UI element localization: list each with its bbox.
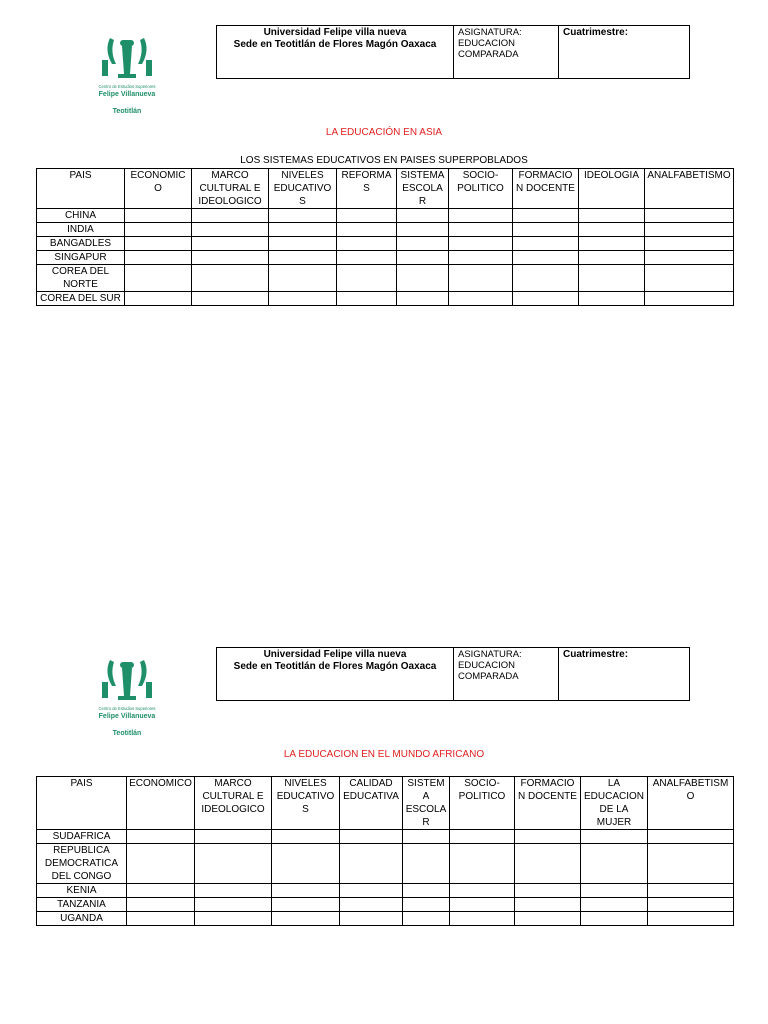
empty-cell[interactable] [579,292,645,306]
logo-line3: Teotitlán [112,730,142,737]
column-header: FORMACIO N DOCENTE [513,169,579,209]
column-header: MARCO CULTURAL E IDEOLOGICO [195,777,272,830]
empty-cell[interactable] [450,830,515,844]
country-cell: SUDAFRICA [37,830,127,844]
section-title-africa: LA EDUCACION EN EL MUNDO AFRICANO [283,749,485,760]
empty-cell[interactable] [449,265,513,292]
table-row [37,265,734,292]
column-header: CALIDAD EDUCATIVA [340,777,403,830]
empty-cell[interactable] [515,844,581,884]
empty-cell[interactable] [269,251,337,265]
empty-cell[interactable] [337,223,397,237]
empty-cell[interactable] [337,251,397,265]
empty-cell[interactable] [125,292,192,306]
empty-cell[interactable] [515,830,581,844]
column-header: PAIS [37,169,125,209]
logo-line2: Felipe Villanueva [98,91,156,98]
empty-cell[interactable] [645,251,734,265]
empty-cell[interactable] [272,844,340,884]
empty-cell[interactable] [513,223,579,237]
column-header: NIVELES EDUCATIVO S [269,169,337,209]
header-subject-cell [454,648,559,700]
empty-cell[interactable] [581,884,648,898]
country-cell: CHINA [37,209,125,223]
country-cell: KENIA [37,884,127,898]
empty-cell[interactable] [125,251,192,265]
asia-table [36,168,734,306]
empty-cell[interactable] [403,830,450,844]
table-row [37,884,734,898]
empty-cell[interactable] [340,844,403,884]
empty-cell[interactable] [127,884,195,898]
empty-cell[interactable] [269,209,337,223]
empty-cell[interactable] [272,884,340,898]
empty-cell[interactable] [450,912,515,926]
empty-cell[interactable] [403,898,450,912]
empty-cell[interactable] [579,237,645,251]
institution-logo [82,652,172,742]
empty-cell[interactable] [340,912,403,926]
empty-cell[interactable] [125,237,192,251]
column-header: ANALFABETISMO [645,169,734,209]
column-header: SISTEMA ESCOLAR [403,777,450,830]
empty-cell[interactable] [269,237,337,251]
subject-value: EDUCACION COMPARADA [458,660,519,682]
empty-cell[interactable] [337,237,397,251]
empty-cell[interactable] [127,830,195,844]
table-header-row [37,169,734,209]
empty-cell[interactable] [195,884,272,898]
column-header: REFORMAS [337,169,397,209]
column-header: SOCIO-POLITICO [449,169,513,209]
empty-cell[interactable] [269,292,337,306]
empty-cell[interactable] [513,209,579,223]
empty-cell[interactable] [340,884,403,898]
empty-cell[interactable] [581,912,648,926]
empty-cell[interactable] [272,898,340,912]
empty-cell[interactable] [127,912,195,926]
empty-cell[interactable] [192,223,269,237]
empty-cell[interactable] [645,223,734,237]
section-subtitle-asia: LOS SISTEMAS EDUCATIVOS EN PAISES SUPERPOBLADOS [240,155,528,166]
empty-cell[interactable] [192,292,269,306]
subject-label: ASIGNATURA: [458,27,522,38]
empty-cell[interactable] [340,830,403,844]
institution-logo [82,30,172,120]
country-cell: REPUBLICA DEMOCRATICA DEL CONGO [37,844,127,884]
logo-line1: Centro de Estudios Superiores [98,706,156,711]
empty-cell[interactable] [513,292,579,306]
empty-cell[interactable] [515,884,581,898]
campus-name: Sede en Teotitlán de Flores Magón Oaxaca [233,39,437,50]
empty-cell[interactable] [125,209,192,223]
empty-cell[interactable] [192,209,269,223]
empty-cell[interactable] [397,237,449,251]
empty-cell[interactable] [269,265,337,292]
empty-cell[interactable] [450,898,515,912]
country-cell: TANZANIA [37,898,127,912]
empty-cell[interactable] [513,251,579,265]
column-header: ECONOMICO [125,169,192,209]
empty-cell[interactable] [449,237,513,251]
empty-cell[interactable] [450,884,515,898]
header-box [216,647,690,701]
country-cell: COREA DEL NORTE [37,265,125,292]
empty-cell[interactable] [515,898,581,912]
table-row [37,898,734,912]
table-row [37,830,734,844]
empty-cell[interactable] [397,292,449,306]
empty-cell[interactable] [125,265,192,292]
country-cell: SINGAPUR [37,251,125,265]
empty-cell[interactable] [397,265,449,292]
empty-cell[interactable] [648,830,734,844]
empty-cell[interactable] [337,265,397,292]
empty-cell[interactable] [195,898,272,912]
empty-cell[interactable] [192,251,269,265]
empty-cell[interactable] [397,209,449,223]
empty-cell[interactable] [272,830,340,844]
column-header: FORMACIO N DOCENTE [515,777,581,830]
empty-cell[interactable] [192,237,269,251]
subject-label: ASIGNATURA: [458,649,522,660]
empty-cell[interactable] [579,265,645,292]
empty-cell[interactable] [645,292,734,306]
empty-cell[interactable] [579,209,645,223]
country-cell: COREA DEL SUR [37,292,125,306]
logo-line1: Centro de Estudios Superiores [98,84,156,89]
column-header: SISTEMA ESCOLAR [397,169,449,209]
empty-cell[interactable] [648,912,734,926]
empty-cell[interactable] [449,209,513,223]
column-header: NIVELES EDUCATIVO S [272,777,340,830]
table-row [37,209,734,223]
empty-cell[interactable] [645,237,734,251]
term-label: Cuatrimestre: [563,649,629,660]
empty-cell[interactable] [648,844,734,884]
column-header: PAIS [37,777,127,830]
empty-cell[interactable] [515,912,581,926]
empty-cell[interactable] [127,844,195,884]
table-row [37,251,734,265]
empty-cell[interactable] [337,292,397,306]
country-cell: UGANDA [37,912,127,926]
empty-cell[interactable] [127,898,195,912]
empty-cell[interactable] [581,830,648,844]
header-university-cell [217,648,454,700]
campus-name: Sede en Teotitlán de Flores Magón Oaxaca [233,661,437,672]
empty-cell[interactable] [513,265,579,292]
empty-cell[interactable] [403,844,450,884]
empty-cell[interactable] [579,251,645,265]
empty-cell[interactable] [195,844,272,884]
section-title-asia: LA EDUCACIÓN EN ASIA [325,127,443,138]
empty-cell[interactable] [397,251,449,265]
empty-cell[interactable] [397,223,449,237]
university-name: Universidad Felipe villa nueva [263,27,407,38]
empty-cell[interactable] [403,884,450,898]
empty-cell[interactable] [581,844,648,884]
empty-cell[interactable] [513,237,579,251]
subject-value: EDUCACION COMPARADA [458,38,519,60]
empty-cell[interactable] [450,844,515,884]
header-subject-cell [454,26,559,78]
africa-table [36,776,734,926]
empty-cell[interactable] [195,912,272,926]
empty-cell[interactable] [269,223,337,237]
column-header: ANALFABETISMO [648,777,734,830]
empty-cell[interactable] [648,884,734,898]
country-cell: INDIA [37,223,125,237]
table-row [37,223,734,237]
country-cell: BANGADLES [37,237,125,251]
header-university-cell [217,26,454,78]
table-row [37,844,734,884]
column-header: MARCO CULTURAL E IDEOLOGICO [192,169,269,209]
empty-cell[interactable] [648,898,734,912]
table-header-row [37,777,734,830]
term-label: Cuatrimestre: [563,27,629,38]
logo-line2: Felipe Villanueva [98,713,156,720]
logo-line3: Teotitlán [112,108,142,115]
empty-cell[interactable] [340,898,403,912]
column-header: ECONOMICO [127,777,195,830]
empty-cell[interactable] [645,265,734,292]
empty-cell[interactable] [449,292,513,306]
empty-cell[interactable] [449,223,513,237]
empty-cell[interactable] [579,223,645,237]
university-name: Universidad Felipe villa nueva [263,649,407,660]
empty-cell[interactable] [403,912,450,926]
header-box [216,25,690,79]
empty-cell[interactable] [195,830,272,844]
empty-cell[interactable] [192,265,269,292]
empty-cell[interactable] [645,209,734,223]
empty-cell[interactable] [337,209,397,223]
column-header: IDEOLOGIA [579,169,645,209]
table-row [37,237,734,251]
empty-cell[interactable] [125,223,192,237]
column-header: SOCIO-POLITICO [450,777,515,830]
column-header: LA EDUCACION DE LA MUJER [581,777,648,830]
table-row [37,292,734,306]
empty-cell[interactable] [272,912,340,926]
table-row [37,912,734,926]
empty-cell[interactable] [449,251,513,265]
empty-cell[interactable] [581,898,648,912]
